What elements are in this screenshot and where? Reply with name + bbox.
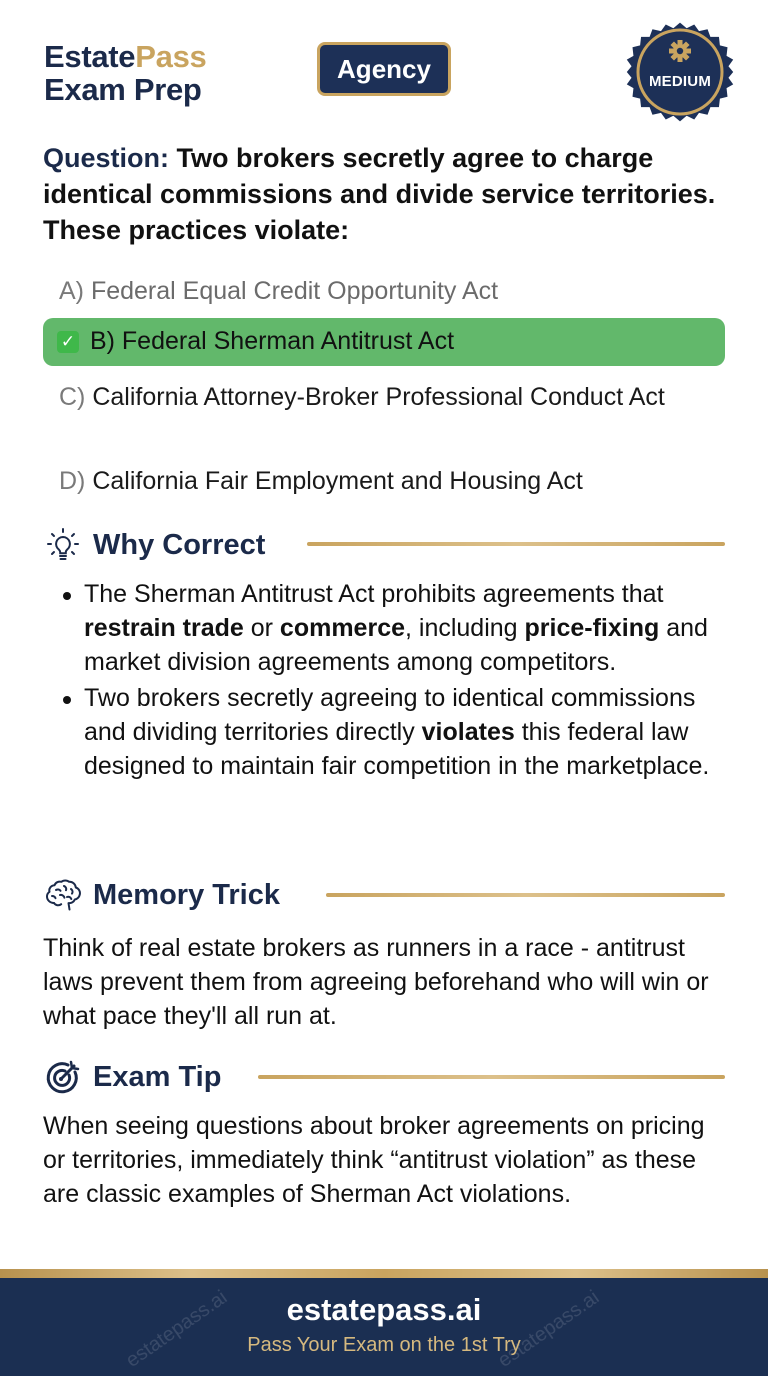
difficulty-label: MEDIUM xyxy=(648,73,712,90)
option-letter: B) xyxy=(89,327,115,355)
header xyxy=(0,0,768,140)
brand-logo xyxy=(44,40,206,106)
section-divider xyxy=(258,1075,725,1079)
text-segment: The Sherman Antitrust Act prohibits agreements that xyxy=(84,580,664,608)
question-label: Question: xyxy=(43,143,169,173)
section-divider xyxy=(326,893,725,897)
list-item xyxy=(60,577,730,679)
lightbulb-icon xyxy=(43,525,83,565)
list-item xyxy=(60,681,730,783)
seal-shape-icon xyxy=(626,18,734,126)
exam-tip-text: When seeing questions about broker agreements on pricing or territories, immediately think “antitrust violation” as these are classic examples of Sherman Act violations. xyxy=(43,1112,705,1208)
option-text: Federal Equal Credit Opportunity Act xyxy=(90,277,499,305)
brand-pass: Pass xyxy=(135,39,207,74)
watermark: estatepass.ai xyxy=(494,1286,604,1372)
option-letter: C) xyxy=(59,383,86,411)
target-icon xyxy=(43,1057,83,1097)
section-title: Why Correct xyxy=(93,528,266,561)
footer-gold-bar xyxy=(0,1269,768,1278)
question-text xyxy=(43,140,733,248)
section-title: Memory Trick xyxy=(93,878,280,911)
gear-icon xyxy=(669,40,691,62)
bold-segment: violates xyxy=(421,718,515,746)
option-letter: A) xyxy=(59,277,84,305)
text-segment: this federal law designed to maintain fair competition in the marketplace. xyxy=(84,718,710,780)
option-a[interactable] xyxy=(43,270,725,312)
subject-badge: Agency xyxy=(317,42,451,96)
footer-tagline: Pass Your Exam on the 1st Try xyxy=(247,1334,521,1356)
text-segment: or xyxy=(243,614,280,642)
option-text: California Attorney-Broker Professional Conduct Act xyxy=(92,383,665,411)
difficulty-badge xyxy=(626,18,734,126)
option-c[interactable] xyxy=(43,376,725,418)
question-body: Two brokers secretly agree to charge identical commissions and divide service territories. These practices violate: xyxy=(43,143,716,245)
bold-segment: commerce xyxy=(279,614,405,642)
bold-segment: price-fixing xyxy=(524,614,660,642)
memory-trick-heading xyxy=(43,875,280,915)
option-text: California Fair Employment and Housing Act xyxy=(92,467,583,495)
watermark: estatepass.ai xyxy=(122,1286,232,1372)
option-d[interactable] xyxy=(43,460,725,502)
brand-estate: Estate xyxy=(44,39,136,74)
section-title: Exam Tip xyxy=(93,1060,222,1093)
why-correct-heading xyxy=(43,525,265,565)
checkmark-icon: ✓ xyxy=(57,331,79,353)
footer xyxy=(0,1278,768,1376)
brain-icon xyxy=(43,875,83,915)
text-segment: Two brokers secretly agreeing to identical commissions and dividing territories directly xyxy=(84,684,696,746)
memory-trick-text: Think of real estate brokers as runners in a race - antitrust laws prevent them from agreeing beforehand who will win or what pace they'll all run at. xyxy=(43,934,709,1030)
exam-tip-heading xyxy=(43,1057,221,1097)
text-segment: , including xyxy=(405,614,525,642)
section-divider xyxy=(307,542,725,546)
why-correct-list xyxy=(60,577,730,785)
option-letter: D) xyxy=(59,467,86,495)
bold-segment: restrain trade xyxy=(84,614,244,642)
option-b-correct[interactable] xyxy=(43,318,725,366)
footer-site-link[interactable]: estatepass.ai xyxy=(286,1292,482,1327)
text-segment: and market division agreements among competitors. xyxy=(84,614,708,676)
brand-exam-prep: Exam Prep xyxy=(44,72,202,107)
option-text: Federal Sherman Antitrust Act xyxy=(121,327,455,355)
